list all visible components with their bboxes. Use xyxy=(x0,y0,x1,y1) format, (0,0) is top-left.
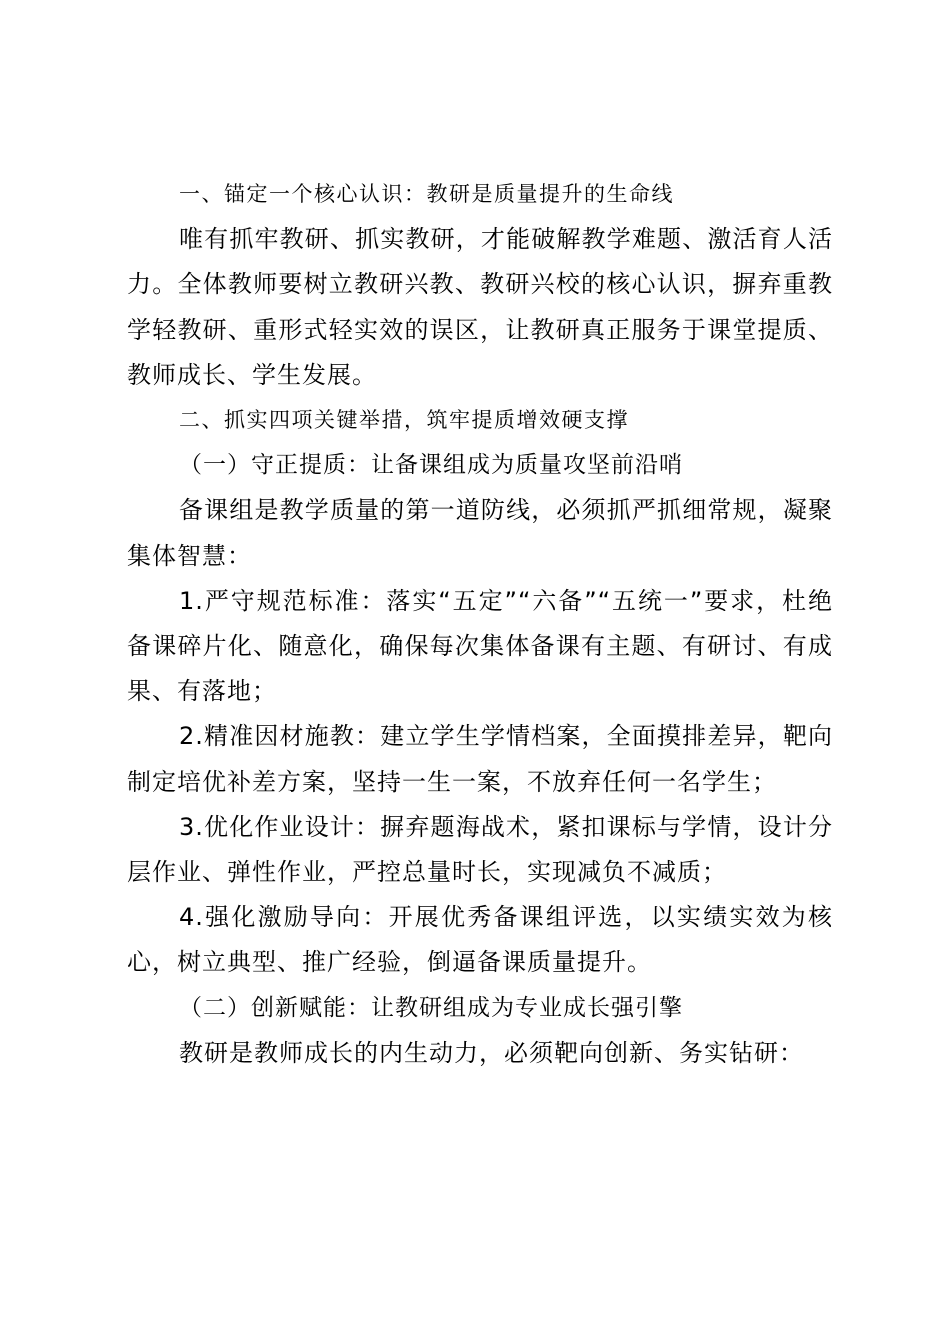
subsection-heading-2: （二）创新赋能：让教研组成为专业成长强引擎 xyxy=(179,994,683,1021)
subsection-heading-1: （一）守正提质：让备课组成为质量攻坚前沿哨 xyxy=(179,452,683,479)
list-item-2: 2.精准因材施教：建立学生学情档案，全面摸排差异，靶向制定培优补差方案，坚持一生一案，不放弃任何一名学生； xyxy=(127,722,833,796)
body-paragraph: 唯有抓牢教研、抓实教研，才能破解教学难题、激活育人活力。全体教师要树立教研兴教、教研兴校的核心认识，摒弃重教学轻教研、重形式轻实效的误区，让教研真正服务于课堂提质、教师成长、学生发展。 xyxy=(127,225,833,389)
body-paragraph: 教研是教师成长的内生动力，必须靶向创新、务实钻研： xyxy=(179,1038,804,1067)
list-item-4: 4.强化激励导向：开展优秀备课组评选，以实绩实效为核心，树立典型、推广经验，倒逼备课质量提升。 xyxy=(127,903,833,977)
section-heading-1: 一、锚定一个核心认识：教研是质量提升的生命线 xyxy=(179,182,674,206)
list-item-3: 3.优化作业设计：摒弃题海战术，紧扣课标与学情，设计分层作业、弹性作业，严控总量时长，实现减负不减质； xyxy=(127,812,833,887)
body-paragraph: 备课组是教学质量的第一道防线，必须抓严抓细常规，凝聚集体智慧： xyxy=(127,496,833,570)
section-heading-2: 二、抓实四项关键举措，筑牢提质增效硬支撑 xyxy=(179,408,629,433)
list-item-1: 1.严守规范标准：落实“五定”“六备”“五统一”要求，杜绝备课碎片化、随意化，确保每次集体备课有主题、有研讨、有成果、有落地； xyxy=(127,586,833,706)
document-body xyxy=(127,172,833,1076)
